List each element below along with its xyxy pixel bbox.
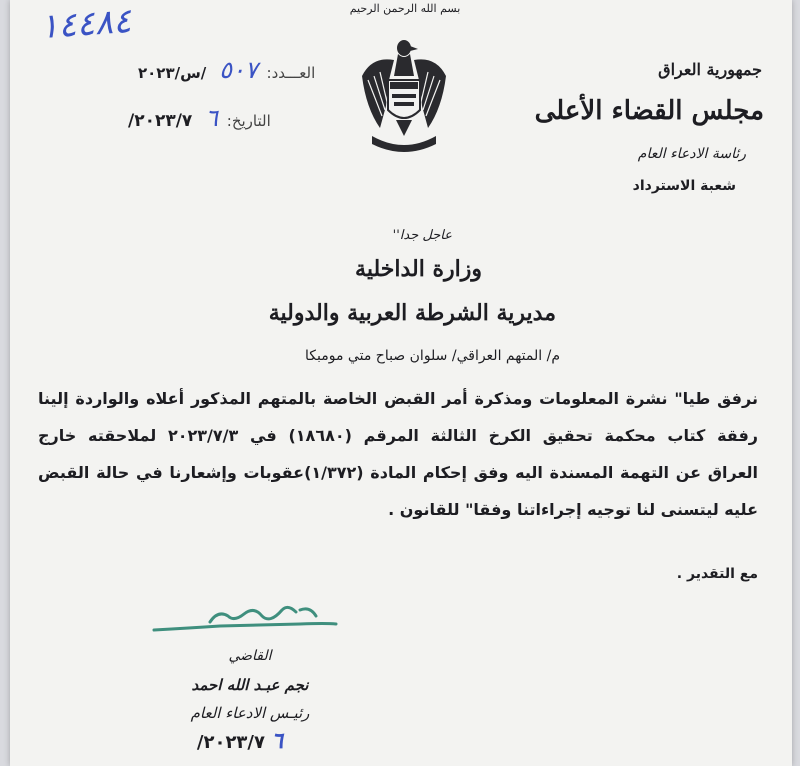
regards-line: مع التقدير . bbox=[676, 566, 758, 582]
issue-label: العـــدد: bbox=[266, 64, 316, 82]
signature-date-value: ٢٠٢٣/٧/ bbox=[196, 732, 265, 753]
date-label: التاريخ: bbox=[226, 112, 271, 130]
issue-handwritten: ٥٠٧ bbox=[219, 56, 258, 84]
signer-position: رئيـس الادعاء العام bbox=[190, 704, 310, 722]
country-name: جمهورية العراق bbox=[658, 60, 762, 79]
ministry-title: وزارة الداخلية bbox=[355, 256, 482, 282]
signature-date-handwritten: ٦ bbox=[271, 728, 284, 754]
issue-number-line bbox=[138, 56, 315, 84]
body-line: العراق عن التهمة المسندة اليه وفق إحكام المادة (١/٣٧٢)عقوبات وإشعارنا في حالة القبض bbox=[38, 463, 758, 482]
date-line bbox=[128, 104, 271, 132]
division-name: شعبة الاسترداد bbox=[632, 178, 736, 194]
handwritten-registration-number: ١٤٤٨٤ bbox=[38, 0, 133, 48]
letter-body bbox=[38, 380, 758, 528]
iraq-eagle-emblem-icon bbox=[358, 36, 450, 156]
signature-date bbox=[160, 728, 320, 754]
body-line: نرفق طيا" نشرة المعلومات ومذكرة أمر القبض الخاصة بالمتهم المذكور أعلاه والواردة إلينا bbox=[38, 389, 758, 408]
urgency-note: عاجل جدا'' bbox=[392, 228, 452, 243]
council-name: مجلس القضاء الأعلى bbox=[534, 96, 764, 126]
date-handwritten: ٦ bbox=[205, 104, 218, 132]
directorate-title: مديرية الشرطة العربية والدولية bbox=[268, 300, 556, 326]
handwritten-signature bbox=[150, 596, 340, 646]
subject-line: م/ المتهم العراقي/ سلوان صباح متي مومبكا bbox=[305, 348, 560, 364]
presidency-name: رئاسة الادعاء العام bbox=[637, 146, 746, 162]
body-line: عليه ليتسنى لنا توجيه إجراءاتنا وفقا" للقانون . bbox=[388, 500, 758, 519]
signer-name: نجم عبـد الله احمد bbox=[191, 676, 309, 694]
body-line: رفقة كتاب محكمة تحقيق الكرخ الثالثة المرقم (١٨٦٨٠) في ٢٠٢٣/٧/٣ لملاحقته خارج bbox=[38, 426, 759, 445]
signer-title: القاضي bbox=[228, 648, 272, 664]
basmala: بسم الله الرحمن الرحيم bbox=[349, 2, 461, 15]
document-page bbox=[10, 0, 792, 766]
date-value: ٢٠٢٣/٧/ bbox=[128, 111, 193, 131]
issue-value: /س/٢٠٢٣ bbox=[138, 64, 207, 82]
